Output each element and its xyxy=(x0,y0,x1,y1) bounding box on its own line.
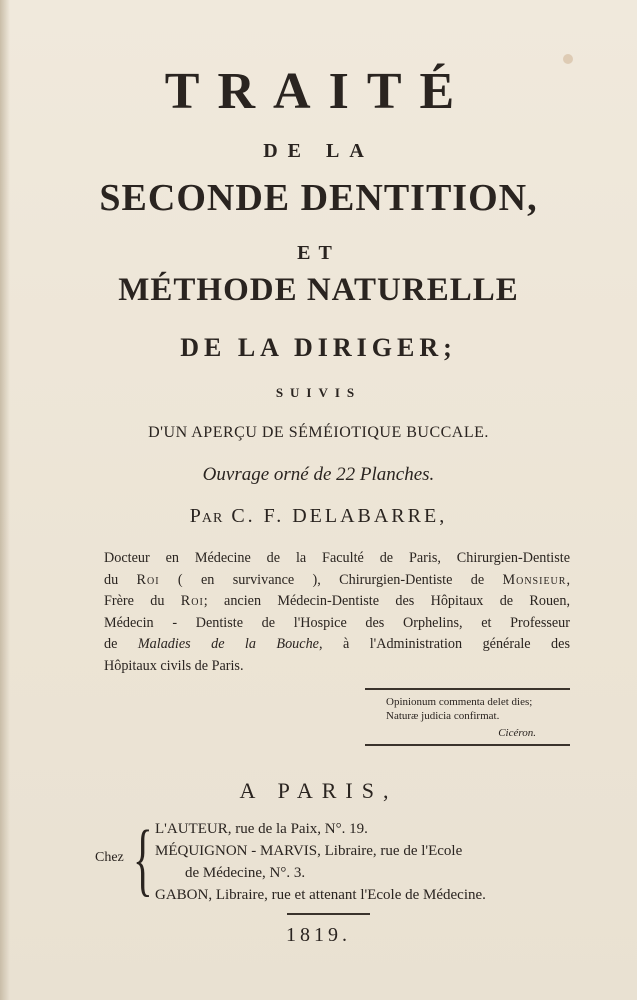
credentials-line-6: Hôpitaux civils de Paris. xyxy=(104,657,244,674)
epigraph-line-2: Naturæ judicia confirmat. xyxy=(386,710,500,722)
author-credentials xyxy=(104,548,570,677)
title-de-la-diriger: DE LA DIRIGER; xyxy=(180,333,457,362)
subtitle-planches: Ouvrage orné de 22 Planches. xyxy=(202,464,435,485)
title-methode-naturelle: MÉTHODE NATURELLE xyxy=(118,272,519,308)
title-de-la: DE LA xyxy=(263,140,374,162)
credentials-line-2: du Roi ( en survivance ), Chirurgien-Dentiste de Monsieur, xyxy=(104,571,570,588)
credentials-line-3: Frère du Roi; ancien Médecin-Dentiste des Hôpitaux de Rouen, xyxy=(104,593,570,609)
epigraph-author: Cicéron. xyxy=(498,727,536,739)
address-auteur: L'AUTEUR, rue de la Paix, N°. 19. xyxy=(155,821,368,837)
author-line xyxy=(0,505,637,528)
title-et: ET xyxy=(297,242,340,264)
address-gabon: GABON, Libraire, rue et attenant l'Ecole de Médecine. xyxy=(155,887,486,903)
address-mequignon: MÉQUIGNON - MARVIS, Libraire, rue de l'Ecole xyxy=(155,843,463,859)
title-suivis: SUIVIS xyxy=(275,385,362,400)
title-seconde-dentition: SECONDE DENTITION, xyxy=(99,177,538,219)
chez-label: Chez xyxy=(95,850,124,865)
publication-year: 1819. xyxy=(286,924,351,946)
place-paris: A PARIS, xyxy=(239,778,398,803)
title-apercu: D'UN APERÇU DE SÉMÉIOTIQUE BUCCALE. xyxy=(148,424,489,441)
credentials-line-1: Docteur en Médecine de la Faculté de Paris, Chirurgien-Dentiste xyxy=(104,550,570,566)
epigraph-rule-bottom xyxy=(365,744,570,746)
epigraph-line-1: Opinionum commenta delet dies; xyxy=(386,696,533,708)
year-rule xyxy=(287,913,370,915)
title-traite: TRAITÉ xyxy=(164,63,473,120)
credentials-line-4: Médecin - Dentiste de l'Hospice des Orphelins, et Professeur xyxy=(104,614,570,631)
epigraph xyxy=(386,695,576,740)
author-prefix: Par xyxy=(189,505,224,527)
address-mequignon-cont: de Médecine, N°. 3. xyxy=(185,865,306,881)
author-name: C. F. DELABARRE, xyxy=(231,505,448,527)
epigraph-rule-top xyxy=(365,688,570,690)
brace-icon: { xyxy=(133,813,153,904)
publisher-addresses xyxy=(155,818,575,906)
credentials-line-5: de Maladies de la Bouche, à l'Administration générale des xyxy=(104,636,570,652)
